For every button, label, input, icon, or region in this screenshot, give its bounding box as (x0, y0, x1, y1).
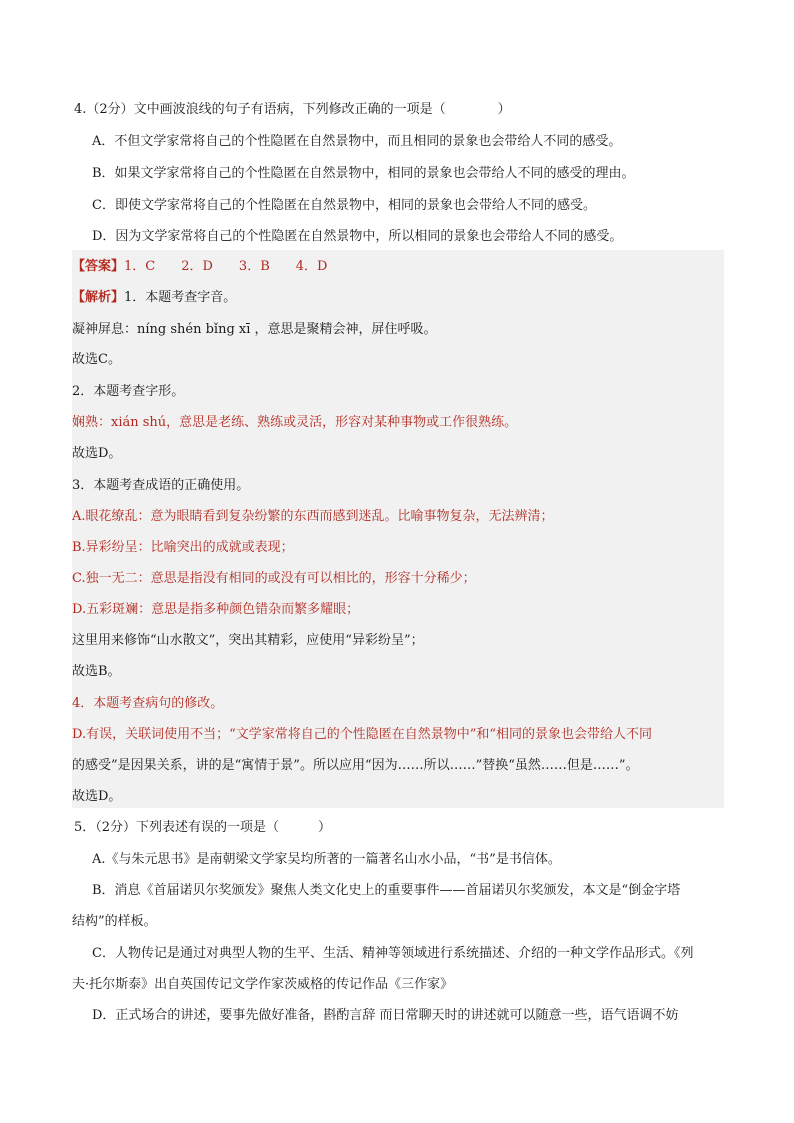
analysis-line-10: C.独一无二：意思是指没有相同的或没有可以相比的，形容十分稀少； (72, 571, 476, 586)
analysis-line-4: 2．本题考查字形。 (72, 384, 185, 399)
question-5-option-a: A.《与朱元思书》是南朝梁文学家吴均所著的一篇著名山水小品，“书”是书信体。 (92, 852, 561, 867)
question-5-option-b-cont: 结构”的样板。 (72, 914, 157, 929)
analysis-line-1: 1．本题考查字音。 (124, 290, 237, 305)
question-4-stem: 4.（2分）文中画波浪线的句子有语病，下列修改正确的一项是（ ） (74, 102, 511, 117)
analysis-line-17: 故选D。 (72, 789, 122, 804)
question-5-option-d: D．正式场合的讲述，要事先做好准备，斟酌言辞 而日常聊天时的讲述就可以随意一些，语气语调不妨 (92, 1008, 679, 1023)
question-5-option-b: B．消息《首届诺贝尔奖颁发》聚焦人类文化史上的重要事件——首届诺贝尔奖颁发，本文是“倒金字塔 (92, 883, 681, 898)
analysis-line-12: 这里用来修饰“山水散文”，突出其精彩，应使用“异彩纷呈”； (72, 633, 424, 648)
analysis-line-13: 故选B。 (72, 664, 121, 679)
answer-tag: 【答案】 (72, 259, 125, 274)
question-5-stem: 5．（2分）下列表述有误的一项是（ ） (74, 820, 332, 835)
analysis-line-11: D.五彩斑斓：意思是指多种颜色错杂而繁多耀眼； (72, 602, 360, 617)
analysis-line (72, 288, 236, 308)
analysis-tag: 【解析】 (72, 290, 125, 305)
analysis-line-8: A.眼花缭乱：意为眼睛看到复杂纷繁的东西而感到迷乱。比喻事物复杂，无法辨清； (72, 509, 554, 524)
answer-text: 1．C 2．D 3．B 4．D (124, 259, 328, 274)
analysis-line-7: 3．本题考查成语的正确使用。 (72, 478, 250, 493)
analysis-line-9: B.异彩纷呈：比喻突出的成就或表现； (72, 540, 294, 555)
question-4-option-a: A．不但文学家常将自己的个性隐匿在自然景物中，而且相同的景象也会带给人不同的感受。 (92, 134, 622, 149)
analysis-line-2: 凝神屏息：níng shén bǐng xī ，意思是聚精会神，屏住呼吸。 (72, 322, 437, 337)
analysis-line-14: 4．本题考查病句的修改。 (72, 696, 224, 711)
analysis-line-6: 故选D。 (72, 446, 122, 461)
analysis-line-15: D.有误，关联词使用不当；“文学家常将自己的个性隐匿在自然景物中”和“相同的景象也会带给人不同 (72, 727, 653, 742)
analysis-line-16: 的感受”是因果关系，讲的是“寓情于景”。所以应用“因为……所以……”替换“虽然……但是……”。 (72, 758, 639, 773)
question-5-option-c-cont: 夫·托尔斯泰》出自英国传记文学作家茨威格的传记作品《三作家》 (72, 977, 454, 992)
question-5-option-c: C．人物传记是通过对典型人物的生平、生活、精神等领域进行系统描述、介绍的一种文学作品形式。《列 (92, 946, 694, 961)
question-4-option-b: B．如果文学家常将自己的个性隐匿在自然景物中，相同的景象也会带给人不同的感受的理由。 (92, 166, 635, 181)
answer-line (72, 257, 327, 277)
question-4-option-d: D．因为文学家常将自己的个性隐匿在自然景物中，所以相同的景象也会带给人不同的感受。 (92, 229, 623, 244)
question-4-option-c: C．即使文学家常将自己的个性隐匿在自然景物中，相同的景象也会带给人不同的感受。 (92, 198, 596, 213)
analysis-line-3: 故选C。 (72, 352, 121, 367)
analysis-line-5: 娴熟：xián shú，意思是老练、熟练或灵活，形容对某种事物或工作很熟练。 (72, 415, 518, 430)
